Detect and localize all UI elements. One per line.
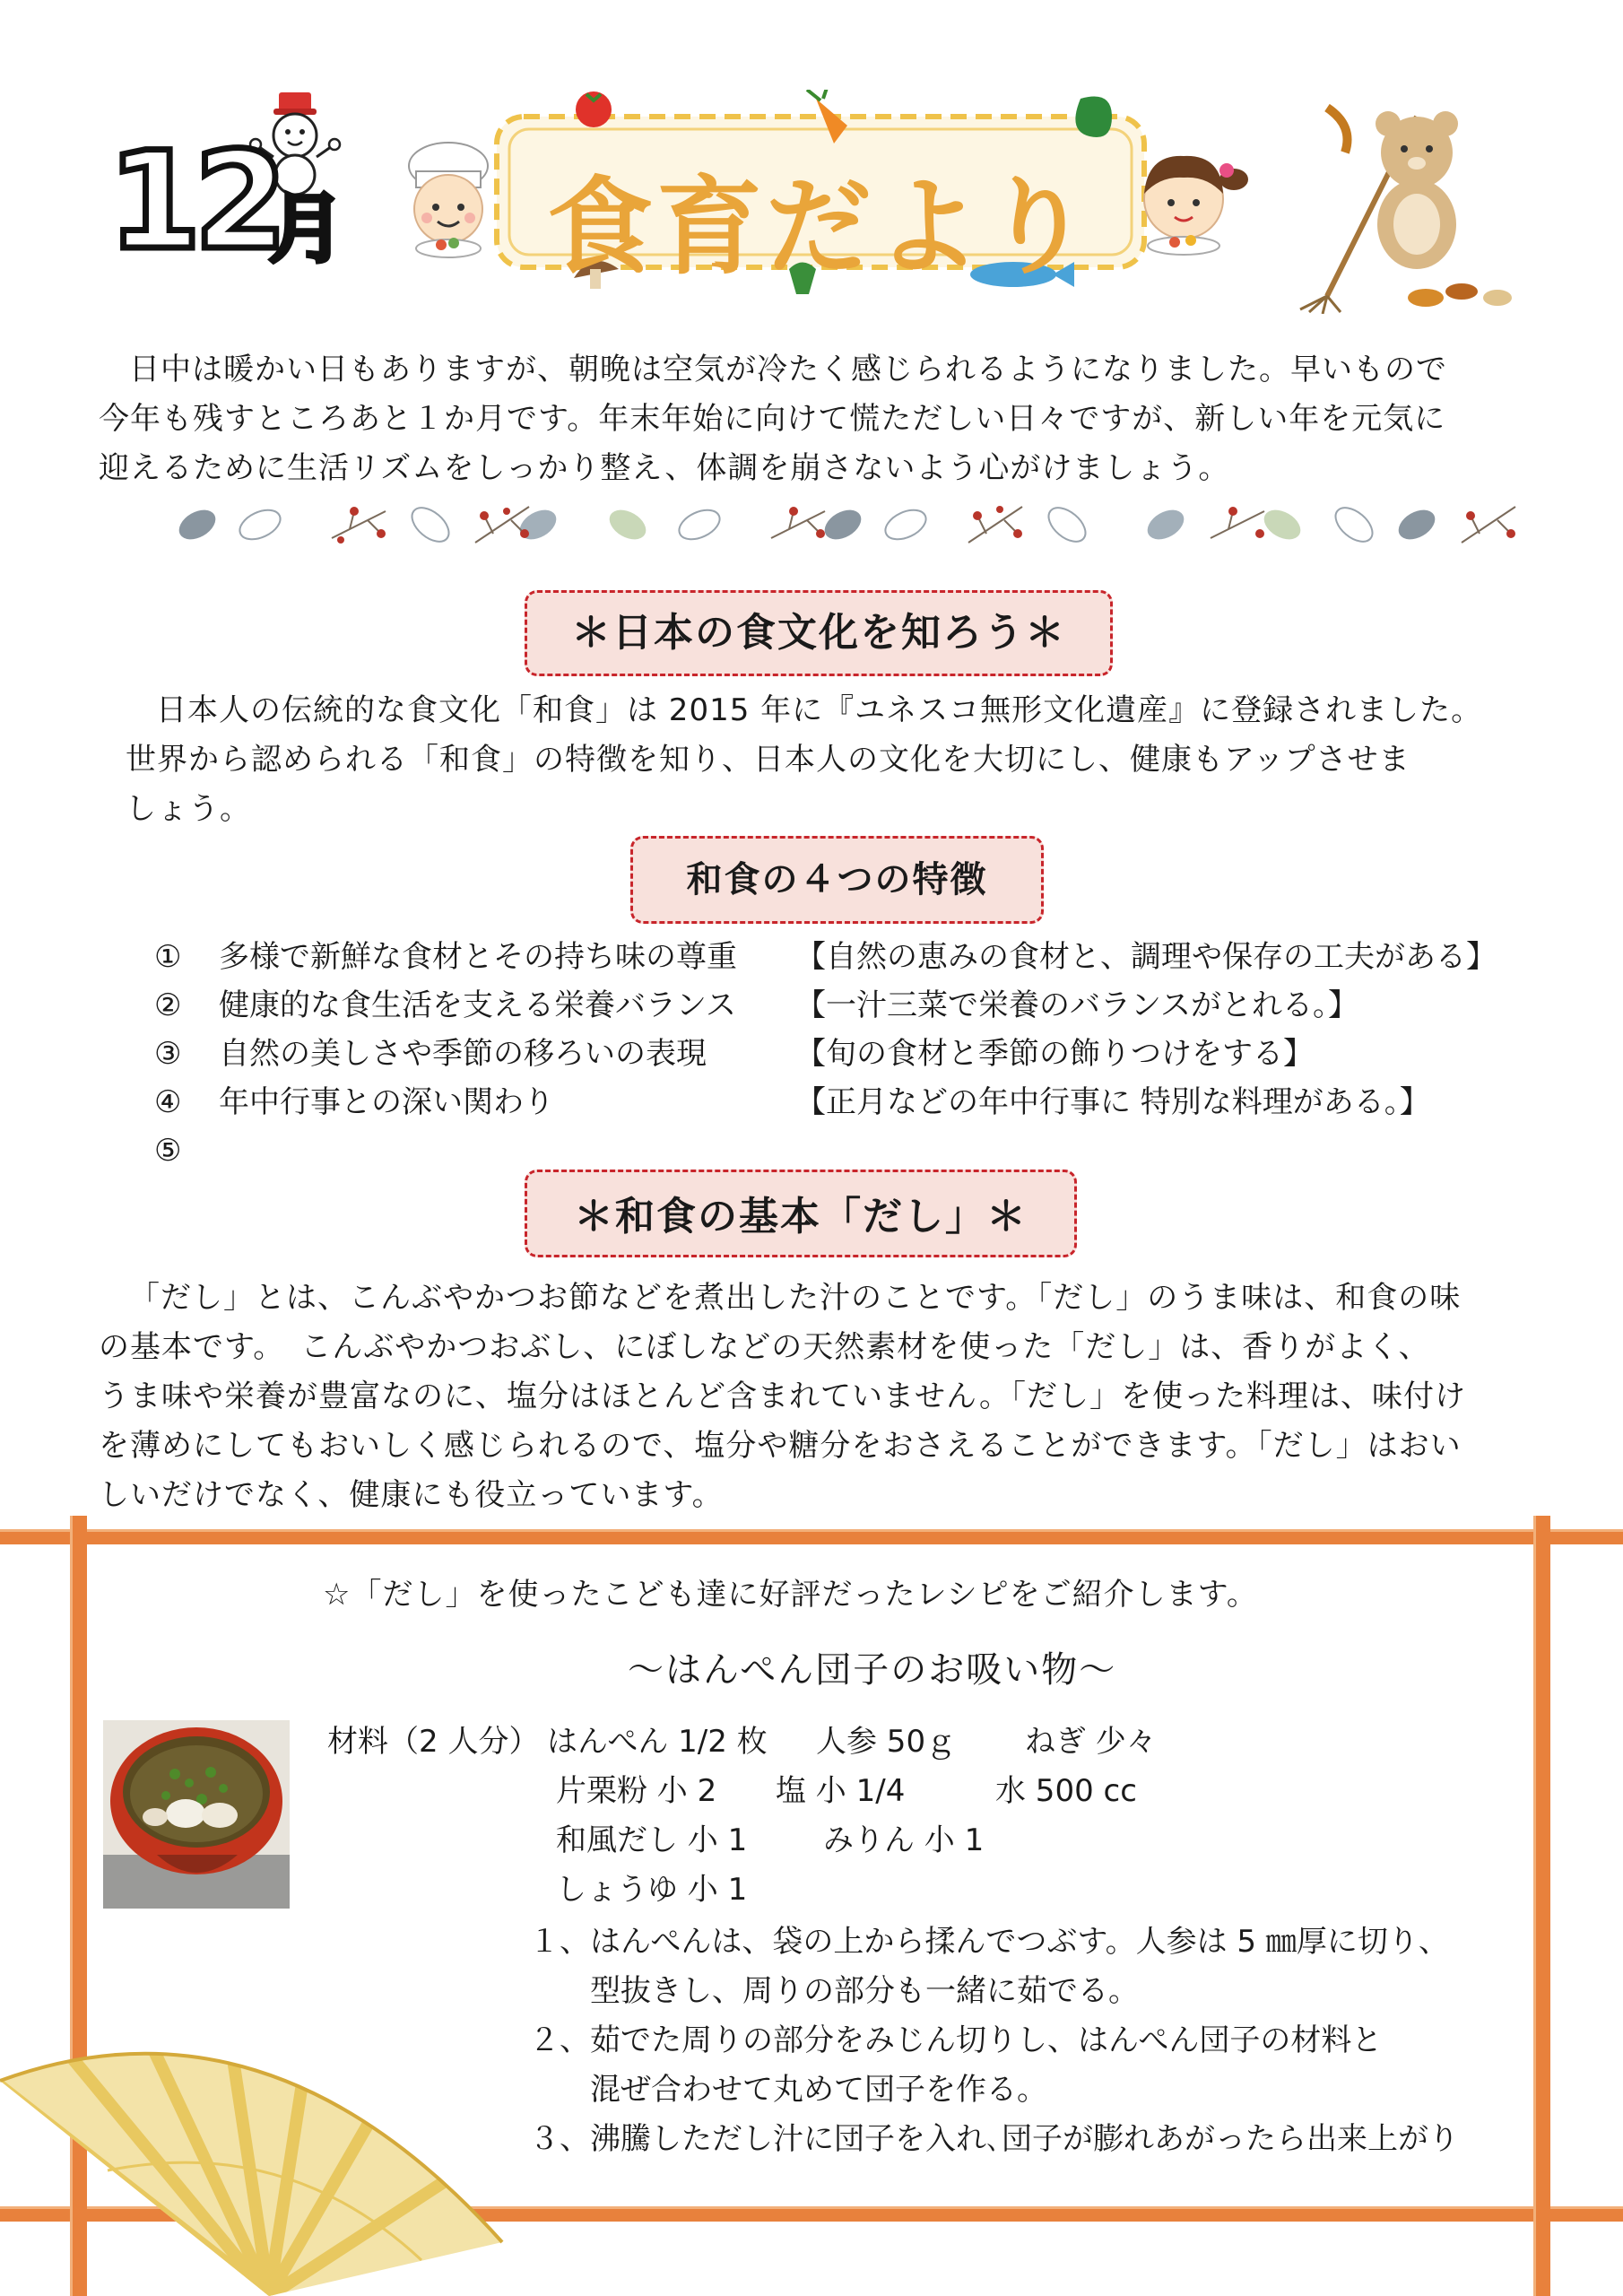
bear-sweeping-illustration — [1291, 99, 1524, 314]
recipe-title: ～はんぺん団子のお吸い物～ — [628, 1649, 1117, 1691]
step-1-line-2: 型抜きし、周りの部分も一緒に茹でる。 — [590, 1973, 1139, 2009]
ingredient-item: 人参 50ｇ — [816, 1724, 957, 1760]
feature-item — [154, 1078, 1553, 1126]
frame-top-rail — [0, 1529, 1623, 1544]
ingredient-row — [327, 1767, 1137, 1816]
ingredient-item: ねぎ 少々 — [1025, 1724, 1157, 1760]
feature-note: 【一汁三菜で栄養のバランスがとれる。】 — [795, 987, 1358, 1023]
month-suffix: 月 — [269, 185, 345, 273]
feature-description: 自然の美しさや季節の移ろいの表現 — [219, 1036, 707, 1072]
leaf-divider — [161, 493, 1524, 556]
feature-item — [154, 933, 1553, 981]
ingredient-row — [327, 1816, 985, 1866]
newsletter-title: 食育だより — [546, 165, 1094, 289]
food-culture-paragraph — [126, 686, 1542, 834]
feature-note: 【旬の食材と季節の飾りつけをする】 — [795, 1036, 1314, 1072]
folding-fan-illustration — [0, 1955, 574, 2296]
month-number: 12 — [108, 124, 281, 280]
dashi-line-1: 「だし」とは、こんぶやかつお節などを煮出した汁のことです。「だし」のうま味は、和食の味 — [129, 1280, 1462, 1316]
dashi-line-5: しいだけでなく、健康にも役立っています。 — [99, 1477, 724, 1513]
step-2-line-2: 混ぜ合わせて丸めて団子を作る。 — [590, 2072, 1047, 2108]
intro-line-2: 今年も残すところあと１か月です。年末年始に向けて慌ただしい日々ですが、新しい年を元気に — [99, 401, 1446, 437]
chef-child-illustration — [386, 139, 511, 260]
feature-description: 多様で新鮮な食材とその持ち味の尊重 — [219, 939, 737, 975]
feature-number: ③ — [154, 1036, 182, 1072]
feature-note: 【正月などの年中行事に 特別な料理がある。】 — [795, 1084, 1430, 1120]
feature-description: 年中行事との深い関わり — [219, 1084, 554, 1120]
section-title-dashi: ＊和食の基本「だし」＊ — [525, 1170, 1077, 1257]
intro-line-3: 迎えるために生活リズムをしっかり整え、体調を崩さないよう心がけましょう。 — [99, 450, 1230, 486]
food-culture-line-2: 世界から認められる「和食」の特徴を知り、日本人の文化を大切にし、健康もアップさせま — [126, 742, 1410, 778]
ingredients-block — [327, 1718, 1157, 1915]
ingredient-item: はんぺん 1/2 枚 — [547, 1724, 768, 1760]
intro-line-1: 日中は暖かい日もありますが、朝晩は空気が冷たく感じられるようになりました。早いもので — [129, 352, 1447, 387]
step-3-line-1: ３、沸騰しただし汁に団子を入れ､団子が膨れあがったら出来上がり — [529, 2121, 1459, 2157]
feature-number: ⑤ — [154, 1133, 182, 1169]
ingredient-item: 片栗粉 小 2 — [556, 1773, 717, 1809]
recipe-steps — [529, 1918, 1551, 2164]
feature-number: ④ — [154, 1084, 182, 1120]
feature-description: 健康的な食生活を支える栄養バランス — [219, 987, 736, 1023]
feature-note: 【自然の恵みの食材と、調理や保存の工夫がある】 — [795, 939, 1497, 975]
dashi-line-2: の基本です。 こんぶやかつおぶし、にぼしなどの天然素材を使った「だし」は、香りがよく、 — [99, 1329, 1430, 1365]
dashi-paragraph — [99, 1274, 1533, 1520]
ingredient-item: 和風だし 小 1 — [556, 1822, 748, 1858]
green-pepper-icon — [1075, 97, 1112, 138]
soup-photo — [103, 1720, 290, 1909]
frame-right-post — [1533, 1516, 1550, 2296]
food-culture-line-3: しょう。 — [126, 791, 251, 827]
feature-number: ① — [154, 939, 182, 975]
feature-item — [154, 981, 1553, 1030]
intro-paragraph — [99, 345, 1533, 493]
ingredients-label: 材料（2 人分） — [327, 1724, 540, 1760]
newsletter-title-frame — [493, 90, 1148, 296]
recipe-intro: ☆「だし」を使ったこども達に好評だったレシピをご紹介します。 — [323, 1577, 1258, 1613]
section-title-features: 和食の４つの特徴 — [630, 836, 1044, 924]
ingredient-item: 塩 小 1/4 — [776, 1773, 906, 1809]
feature-item — [154, 1126, 1553, 1175]
tomato-icon — [576, 91, 612, 127]
ingredient-item: みりん 小 1 — [823, 1822, 985, 1858]
month-label — [108, 124, 345, 280]
feature-item — [154, 1030, 1553, 1078]
ingredient-row — [327, 1866, 748, 1915]
dashi-line-4: を薄めにしてもおいしく感じられるので、塩分や糖分をおさえることができます。「だし」はおい — [99, 1428, 1462, 1464]
ingredient-item: しょうゆ 小 1 — [556, 1872, 748, 1908]
step-2-line-1: ２、茹でた周りの部分をみじん切りし、はんぺん団子の材料と — [529, 2022, 1383, 2058]
dashi-line-3: うま味や栄養が豊富なのに、塩分はほとんど含まれていません。「だし」を使った料理は、味付け — [99, 1378, 1467, 1414]
girl-illustration — [1121, 135, 1255, 260]
features-list — [154, 933, 1553, 1175]
step-1-line-1: １、はんぺんは、袋の上から揉んでつぶす。人参は 5 ㎜厚に切り、 — [529, 1924, 1449, 1960]
feature-number: ② — [154, 987, 182, 1023]
section-title-food-culture: ＊日本の食文化を知ろう＊ — [525, 590, 1113, 676]
ingredient-item: 水 500 cc — [995, 1773, 1137, 1809]
ingredient-row — [327, 1718, 1157, 1767]
food-culture-line-1: 日本人の伝統的な食文化「和食」は 2015 年に『ユネスコ無形文化遺産』に登録されました。 — [156, 692, 1483, 728]
